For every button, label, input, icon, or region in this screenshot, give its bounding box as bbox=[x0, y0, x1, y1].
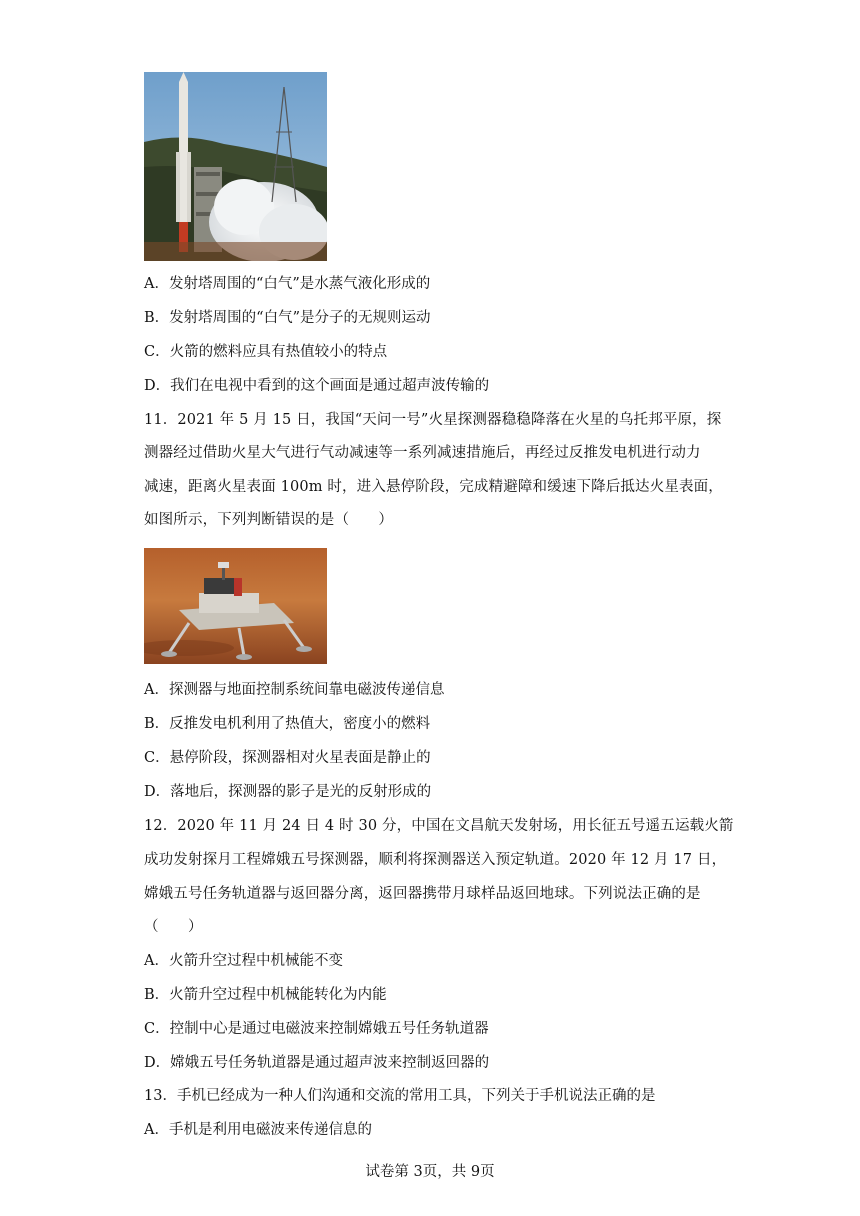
q11-option-a: A．探测器与地面控制系统间靠电磁波传递信息 bbox=[144, 682, 445, 698]
q12-option-c: C．控制中心是通过电磁波来控制嫦娥五号任务轨道器 bbox=[144, 1021, 489, 1037]
q11-line-2: 测器经过借助火星大气进行气动减速等一系列减速措施后，再经过反推发电机进行动力 bbox=[144, 445, 701, 461]
q11-line-3: 减速，距离火星表面 100m 时，进入悬停阶段，完成精避障和缓速下降后抵达火星表面， bbox=[144, 479, 723, 495]
q10-option-a: A．发射塔周围的“白气”是水蒸气液化形成的 bbox=[144, 276, 431, 292]
q12-option-a: A．火箭升空过程中机械能不变 bbox=[144, 953, 343, 969]
q12-line-4: （ ） bbox=[144, 919, 203, 935]
q13-option-a: A．手机是利用电磁波来传递信息的 bbox=[144, 1122, 372, 1138]
rocket-launch-photo bbox=[144, 72, 327, 261]
q10-option-b: B．发射塔周围的“白气”是分子的无规则运动 bbox=[144, 310, 431, 326]
q12-option-b: B．火箭升空过程中机械能转化为内能 bbox=[144, 987, 387, 1003]
q11-option-d: D．落地后，探测器的影子是光的反射形成的 bbox=[144, 784, 432, 800]
q12-option-d: D．嫦娥五号任务轨道器是通过超声波来控制返回器的 bbox=[144, 1055, 490, 1071]
q12-line-1: 12．2020 年 11 月 24 日 4 时 30 分，中国在文昌航天发射场，用长征五号遥五运载火箭 bbox=[144, 818, 734, 834]
page-footer: 试卷第 3页，共 9页 bbox=[365, 1164, 495, 1180]
q12-line-3: 嫦娥五号任务轨道器与返回器分离，返回器携带月球样品返回地球。下列说法正确的是 bbox=[144, 886, 701, 902]
q11-option-c: C．悬停阶段，探测器相对火星表面是静止的 bbox=[144, 750, 431, 766]
q11-line-4: 如图所示，下列判断错误的是（ ） bbox=[144, 512, 394, 528]
q12-line-2: 成功发射探月工程嫦娥五号探测器，顺利将探测器送入预定轨道。2020 年 12 月 17 日， bbox=[144, 852, 727, 868]
q13-line-1: 13．手机已经成为一种人们沟通和交流的常用工具，下列关于手机说法正确的是 bbox=[144, 1088, 656, 1104]
q10-option-c: C．火箭的燃料应具有热值较小的特点 bbox=[144, 344, 388, 360]
q11-option-b: B．反推发电机利用了热值大，密度小的燃料 bbox=[144, 716, 431, 732]
q11-line-1: 11．2021 年 5 月 15 日，我国“天问一号”火星探测器稳稳降落在火星的乌托邦平原，探 bbox=[144, 412, 722, 428]
mars-lander-photo bbox=[144, 548, 327, 664]
q10-option-d: D．我们在电视中看到的这个画面是通过超声波传输的 bbox=[144, 378, 490, 394]
